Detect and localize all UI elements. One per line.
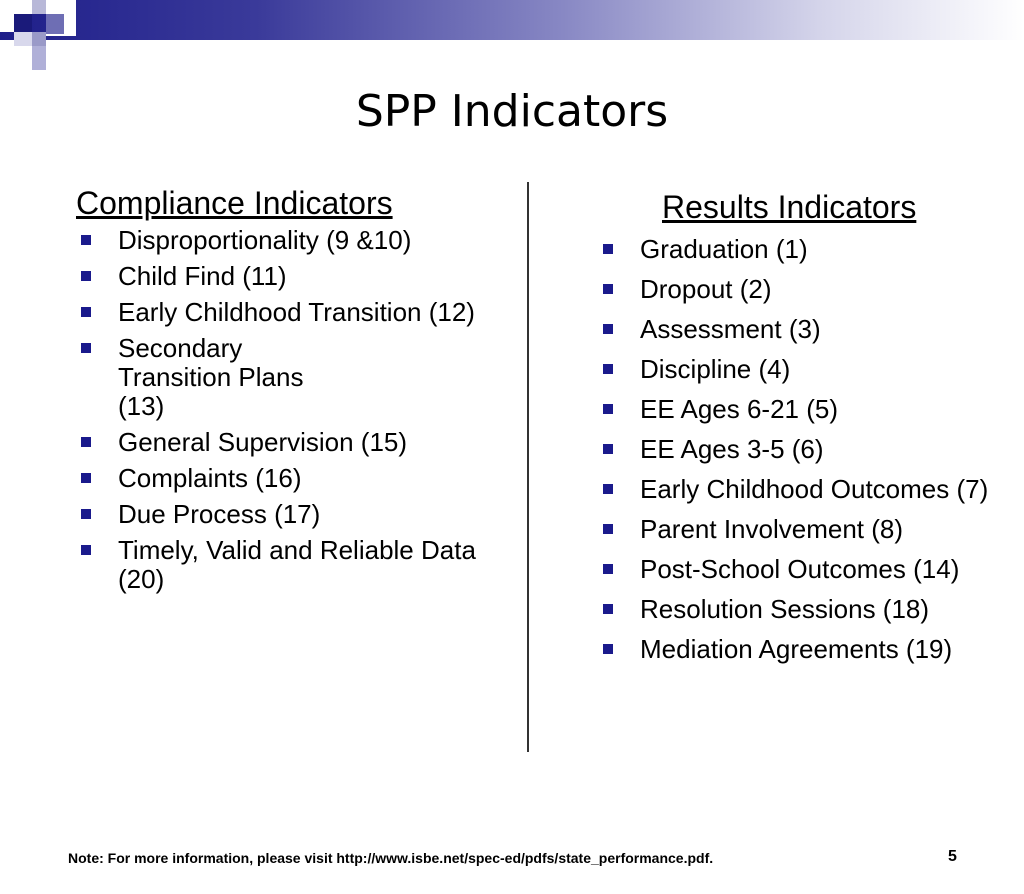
- list-item: Disproportionality (9 &10): [76, 226, 496, 255]
- square-bullet-icon: [81, 271, 91, 281]
- list-item: Dropout (2): [598, 273, 1018, 305]
- compliance-list: [76, 226, 496, 594]
- corner-square: [32, 46, 46, 70]
- square-bullet-icon: [81, 307, 91, 317]
- results-list: [598, 233, 1018, 665]
- list-item: Assessment (3): [598, 313, 1018, 345]
- corner-square: [14, 32, 32, 46]
- list-item: Child Find (11): [76, 262, 496, 291]
- slide-title: SPP Indicators: [355, 86, 669, 137]
- square-bullet-icon: [603, 604, 613, 614]
- page-number: 5: [948, 848, 957, 865]
- square-bullet-icon: [603, 324, 613, 334]
- results-heading: Results Indicators: [662, 189, 917, 225]
- square-bullet-icon: [603, 524, 613, 534]
- list-item: Secondary Transition Plans (13): [76, 334, 496, 421]
- list-item: Early Childhood Transition (12): [76, 298, 496, 327]
- square-bullet-icon: [81, 545, 91, 555]
- corner-square: [14, 14, 32, 32]
- square-bullet-icon: [603, 364, 613, 374]
- list-item: General Supervision (15): [76, 428, 496, 457]
- list-item: EE Ages 6-21 (5): [598, 393, 1018, 425]
- square-bullet-icon: [81, 509, 91, 519]
- corner-square: [46, 14, 64, 34]
- list-item: Discipline (4): [598, 353, 1018, 385]
- square-bullet-icon: [81, 343, 91, 353]
- square-bullet-icon: [603, 644, 613, 654]
- list-item: Parent Involvement (8): [598, 513, 1018, 545]
- corner-square: [32, 32, 46, 46]
- square-bullet-icon: [603, 244, 613, 254]
- list-item: Due Process (17): [76, 500, 496, 529]
- header-gradient-band: [0, 0, 1024, 40]
- corner-square: [32, 0, 46, 14]
- footer-note: Note: For more information, please visit http://www.isbe.net/spec-ed/pdfs/state_performance.pdf.: [68, 850, 714, 866]
- list-item: Mediation Agreements (19): [598, 633, 1018, 665]
- square-bullet-icon: [603, 484, 613, 494]
- square-bullet-icon: [603, 564, 613, 574]
- square-bullet-icon: [603, 404, 613, 414]
- list-item: Post-School Outcomes (14): [598, 553, 1018, 585]
- header-band-fade: [0, 40, 1024, 46]
- results-column: [598, 188, 1018, 673]
- list-item: Resolution Sessions (18): [598, 593, 1018, 625]
- column-divider: [527, 182, 529, 752]
- list-item: Graduation (1): [598, 233, 1018, 265]
- square-bullet-icon: [603, 284, 613, 294]
- list-item: Timely, Valid and Reliable Data (20): [76, 536, 496, 594]
- compliance-heading: Compliance Indicators: [76, 185, 393, 221]
- list-item: Complaints (16): [76, 464, 496, 493]
- list-item: EE Ages 3-5 (6): [598, 433, 1018, 465]
- square-bullet-icon: [81, 473, 91, 483]
- square-bullet-icon: [81, 235, 91, 245]
- compliance-column: [76, 184, 496, 601]
- square-bullet-icon: [603, 444, 613, 454]
- square-bullet-icon: [81, 437, 91, 447]
- list-item: Early Childhood Outcomes (7): [598, 473, 1018, 505]
